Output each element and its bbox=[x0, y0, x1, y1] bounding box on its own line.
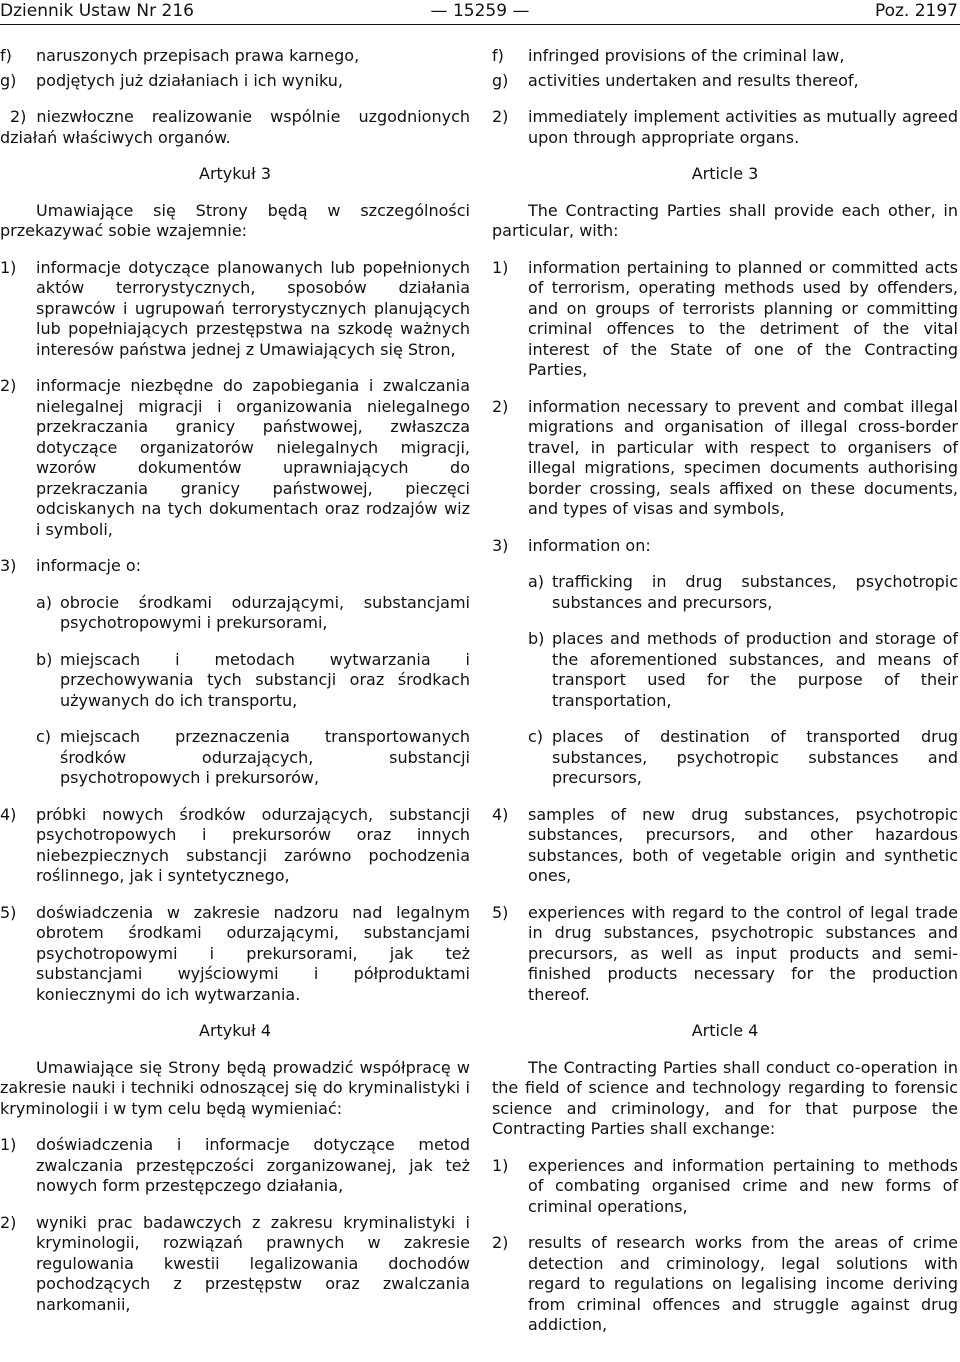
item-text: experiences and information pertaining to methods of combating organised crime and new forms of criminal operations, bbox=[528, 1155, 958, 1216]
item-text: samples of new drug substances, psychotropic substances, precursors, and other hazardous substances, both of vegetable origin and synthetic ones, bbox=[528, 804, 958, 885]
item-text: doświadczenia i informacje dotyczące metod zwalczania przestępczości zorganizowanej, jak też nowych form przestępczego działania, bbox=[36, 1135, 470, 1195]
journal-title: Dziennik Ustaw Nr 216 bbox=[0, 1, 194, 21]
list-item bbox=[492, 397, 958, 520]
header-rule bbox=[0, 24, 960, 25]
list-item bbox=[492, 258, 958, 381]
list-item bbox=[492, 536, 958, 557]
item-number: 3) bbox=[492, 535, 509, 555]
item-number: 1) bbox=[0, 1135, 17, 1154]
item-number: a) bbox=[36, 592, 53, 612]
item-text: infringed provisions of the criminal law, bbox=[528, 46, 845, 65]
item-text: wyniki prac badawczych z zakresu kryminalistyki i kryminologii, rozwiązań prawnych w zakresie regulowania kwestii legalizowania dochodów pochodzących z przestępstw oraz zwalczania narkomanii, bbox=[36, 1212, 470, 1314]
sub-item bbox=[492, 727, 958, 789]
item-text: próbki nowych środków odurzających, substancji psychotropowych i prekursorów oraz innych niebezpiecznych substancji zarówno pochodzenia roślinnego, jak i syntetycznego, bbox=[36, 804, 470, 885]
item-text: naruszonych przepisach prawa karnego, bbox=[36, 46, 360, 65]
article-intro: The Contracting Parties shall provide each other, in particular, with: bbox=[492, 200, 958, 240]
article-heading: Artykuł 4 bbox=[199, 1021, 271, 1040]
list-item bbox=[0, 46, 470, 67]
sub-item bbox=[0, 593, 470, 634]
list-item bbox=[492, 1156, 958, 1218]
page-header bbox=[0, 0, 960, 24]
item-text: information pertaining to planned or committed acts of terrorism, operating methods used by offenders, and on groups of terrorists planning or committing criminal offences to the detriment of the vital interest of the State of one of the Contracting Parties, bbox=[528, 257, 958, 379]
list-item bbox=[492, 903, 958, 1006]
item-number: 4) bbox=[492, 804, 509, 824]
list-item bbox=[492, 46, 958, 67]
item-number: 5) bbox=[492, 902, 509, 922]
item-text: informacje niezbędne do zapobiegania i zwalczania nielegalnej migracji i organizowania nielegalnego przekraczania granicy państwowej, zwłaszcza dotyczące organizatorów nielegalnych migracji, wzorów dokumentów uprawniających do przekraczania granicy państwowej, pieczęci odciskanych na tych dokumentach oraz rodzajów wiz i symboli, bbox=[36, 376, 470, 539]
item-number: 2) bbox=[492, 107, 509, 126]
list-item bbox=[0, 805, 470, 887]
list-item bbox=[0, 556, 470, 577]
list-item bbox=[492, 805, 958, 887]
item-text: results of research works from the areas of crime detection and criminology, legal solutions with regard to regulations on legalising income deriving from criminal offences and struggle against drug addiction, bbox=[528, 1233, 958, 1334]
list-item bbox=[0, 107, 470, 148]
item-number: 1) bbox=[492, 1155, 509, 1175]
list-item bbox=[0, 258, 470, 361]
article-intro: Umawiające się Strony będą prowadzić współpracę w zakresie nauki i techniki odnoszącej się do kryminalistyki i kryminologii i w tym celu będą wymieniać: bbox=[0, 1057, 470, 1118]
list-item bbox=[0, 903, 470, 1006]
article-heading: Article 4 bbox=[691, 1021, 759, 1040]
list-item bbox=[492, 107, 958, 148]
sub-item bbox=[0, 650, 470, 712]
item-text: information necessary to prevent and combat illegal migrations and organisation of illegal cross-border travel, in particular with respect to organisers of illegal migrations, specimen documents authorising border crossing, seals affixed on these documents, and types of visas and symbols, bbox=[528, 396, 958, 518]
item-text: immediately implement activities as mutually agreed upon through appropriate organs. bbox=[528, 107, 958, 147]
item-text: trafficking in drug substances, psychotropic substances and precursors, bbox=[552, 572, 958, 612]
position-number: Poz. 2197 bbox=[874, 1, 958, 21]
english-column bbox=[492, 46, 958, 1352]
item-number: 4) bbox=[0, 804, 17, 824]
item-number: 3) bbox=[0, 556, 17, 575]
item-text: doświadczenia w zakresie nadzoru nad legalnym obrotem środkami odurzającymi, substancjami psychotropowymi i prekursorami, jak też substancjami wyjściowymi i półproduktami koniecznymi do ich wytwarzania. bbox=[36, 902, 470, 1004]
list-item bbox=[492, 71, 958, 92]
page-number: — 15259 — bbox=[430, 1, 530, 21]
item-number: 1) bbox=[0, 257, 17, 277]
item-text: informacje o: bbox=[36, 556, 142, 575]
item-number: g) bbox=[492, 70, 509, 90]
item-number: b) bbox=[36, 649, 53, 669]
item-number: c) bbox=[528, 727, 544, 746]
item-number: 2) bbox=[0, 376, 17, 395]
item-number: c) bbox=[36, 727, 52, 746]
article-heading: Artykuł 3 bbox=[199, 164, 271, 183]
item-number: a) bbox=[528, 572, 545, 591]
item-number: 2) bbox=[0, 1212, 17, 1232]
item-text: podjętych już działaniach i ich wyniku, bbox=[36, 70, 343, 90]
list-item bbox=[0, 1213, 470, 1316]
item-text: information on: bbox=[528, 535, 651, 555]
item-number: g) bbox=[0, 70, 17, 90]
item-text: places and methods of production and storage of the aforementioned substances, and means of transport used for the purpose of their transportation, bbox=[552, 629, 958, 710]
item-text: miejscach i metodach wytwarzania i przechowywania tych substancji oraz środkach używanych do ich transportu, bbox=[60, 649, 470, 710]
item-number: b) bbox=[528, 629, 545, 648]
sub-item bbox=[492, 572, 958, 613]
article-intro: Umawiające się Strony będą w szczególności przekazywać sobie wzajemnie: bbox=[0, 200, 470, 240]
item-number: 2) bbox=[492, 1233, 509, 1252]
list-item bbox=[0, 376, 470, 540]
item-text: niezwłoczne realizowanie wspólnie uzgodnionych działań właściwych organów. bbox=[0, 107, 470, 147]
item-text: places of destination of transported drug substances, psychotropic substances and precursors, bbox=[552, 727, 958, 787]
item-number: 5) bbox=[0, 902, 17, 922]
item-number: f) bbox=[492, 46, 504, 65]
article-intro: The Contracting Parties shall conduct co-operation in the field of science and technology regarding to forensic science and criminology, and for that purpose the Contracting Parties shall exchange: bbox=[492, 1057, 958, 1138]
list-item bbox=[0, 1135, 470, 1197]
sub-item bbox=[492, 629, 958, 711]
item-text: obrocie środkami odurzającymi, substancjami psychotropowymi i prekursorami, bbox=[60, 592, 470, 632]
list-item bbox=[0, 71, 470, 92]
item-number: 2) bbox=[492, 396, 509, 416]
item-number: 2) bbox=[10, 107, 27, 126]
polish-column bbox=[0, 46, 470, 1331]
item-number: 1) bbox=[492, 257, 509, 277]
item-text: miejscach przeznaczenia transportowanych środków odurzających, substancji psychotropowych i prekursorów, bbox=[60, 727, 470, 787]
item-text: activities undertaken and results thereof, bbox=[528, 70, 859, 90]
item-text: experiences with regard to the control of legal trade in drug substances, psychotropic substances and precursors, as well as input products and semi-finished products necessary for the production thereof. bbox=[528, 902, 958, 1004]
sub-item bbox=[0, 727, 470, 789]
item-number: f) bbox=[0, 46, 12, 65]
article-heading: Article 3 bbox=[691, 164, 759, 183]
list-item bbox=[492, 1233, 958, 1336]
item-text: informacje dotyczące planowanych lub popełnionych aktów terrorystycznych, sposobów działania sprawców i ugrupowań terrorystycznych planujących lub popełniających przestępstwa na szkodę ważnych interesów państwa jednej z Umawiających się Stron, bbox=[36, 257, 470, 359]
